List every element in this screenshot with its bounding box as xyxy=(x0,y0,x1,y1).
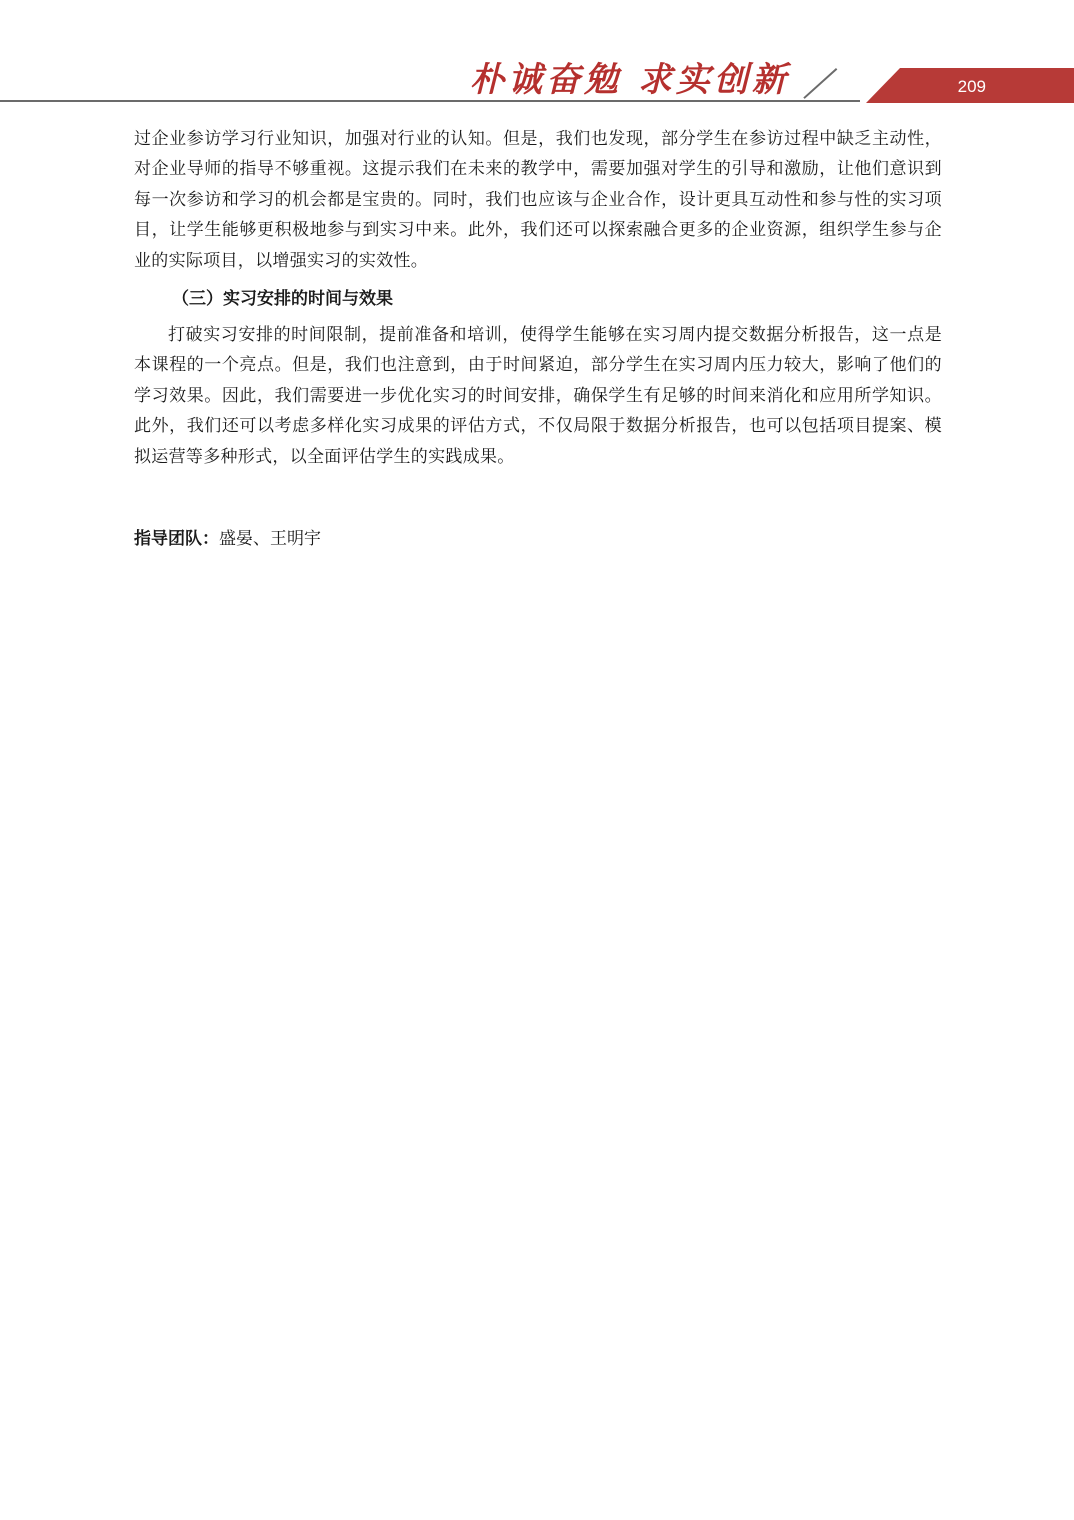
team-members: 盛晏、王明宇 xyxy=(219,529,321,549)
page-header xyxy=(0,0,1074,110)
page-number: 209 xyxy=(957,77,986,96)
body-content xyxy=(134,124,942,472)
section-heading: （三）实习安排的时间与效果 xyxy=(172,289,393,310)
team-label: 指导团队： xyxy=(134,529,219,549)
guidance-team xyxy=(134,524,321,554)
header-slogan: 朴诚奋勉 求实创新 xyxy=(470,60,790,100)
body-paragraph-1: 过企业参访学习行业知识，加强对行业的认知。但是，我们也发现，部分学生在参访过程中缺乏主动性，对企业导师的指导不够重视。这提示我们在未来的教学中，需要加强对学生的引导和激励，让他们意识到每一次参访和学习的机会都是宝贵的。同时，我们也应该与企业合作，设计更具互动性和参与性的实习项目，让学生能够更积极地参与到实习中来。此外，我们还可以探索融合更多的企业资源，组织学生参与企业的实际项目，以增强实习的实效性。 xyxy=(134,129,942,271)
body-paragraph-2: 打破实习安排的时间限制，提前准备和培训，使得学生能够在实习周内提交数据分析报告，这一点是本课程的一个亮点。但是，我们也注意到，由于时间紧迫，部分学生在实习周内压力较大，影响了他们的学习效果。因此，我们需要进一步优化实习的时间安排，确保学生有足够的时间来消化和应用所学知识。此外，我们还可以考虑多样化实习成果的评估方式，不仅局限于数据分析报告，也可以包括项目提案、模拟运营等多种形式，以全面评估学生的实践成果。 xyxy=(134,325,942,467)
